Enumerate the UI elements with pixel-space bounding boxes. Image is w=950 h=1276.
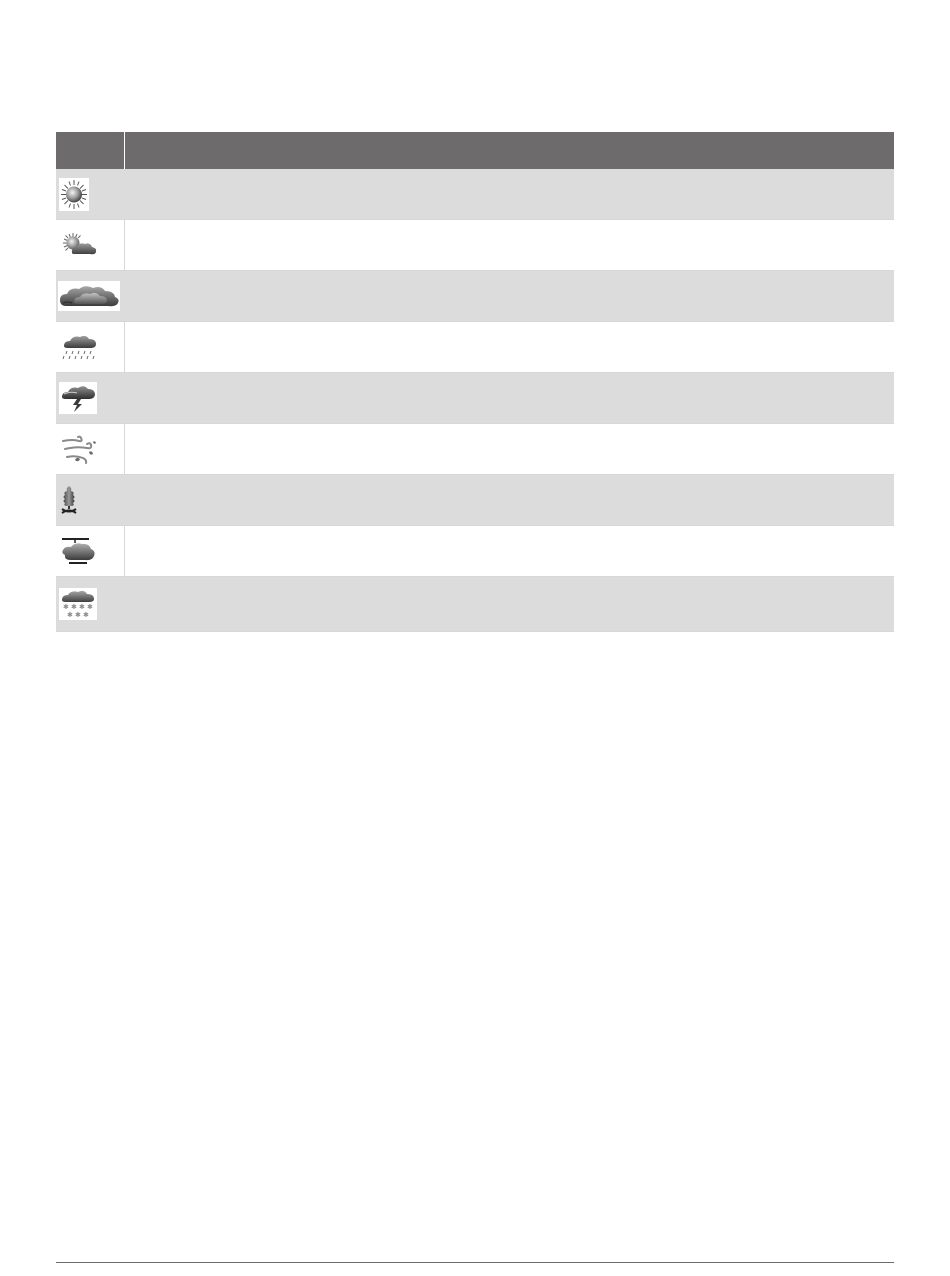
icon-column-header (56, 132, 124, 169)
table-cell-icon (56, 475, 124, 526)
table-cell-description (124, 424, 894, 475)
description-column-header (124, 132, 894, 169)
svg-text:✱: ✱ (87, 603, 93, 611)
snow-icon (59, 588, 97, 620)
table-cell-icon (56, 220, 124, 271)
table-cell-icon (56, 322, 124, 373)
rain-icon (59, 332, 99, 362)
svg-text:✱: ✱ (83, 611, 89, 619)
footer-rule (56, 1262, 894, 1263)
table-cell-icon (56, 169, 124, 220)
table-cell-description (124, 577, 894, 632)
table-cell-description (124, 475, 894, 526)
table-cell-description (124, 322, 894, 373)
table-cell-description (124, 526, 894, 577)
page-title (56, 70, 894, 110)
table-row (56, 271, 894, 322)
table-row (56, 577, 894, 632)
table-row (56, 373, 894, 424)
cloudy-icon (58, 281, 120, 311)
table-row (56, 322, 894, 373)
weather-symbol-table (56, 132, 894, 632)
sunny-icon (59, 178, 89, 211)
table-cell-description (124, 220, 894, 271)
table-cell-icon (56, 424, 124, 475)
thunderstorm-icon (59, 382, 97, 414)
fog-icon (59, 484, 79, 516)
table-cell-icon (56, 373, 124, 424)
haze-icon (59, 535, 97, 567)
table-row (56, 169, 894, 220)
table-row (56, 220, 894, 271)
table-cell-icon (56, 271, 124, 322)
table-row (56, 526, 894, 577)
table-cell-description (124, 271, 894, 322)
table-cell-icon (56, 526, 124, 577)
table-row (56, 475, 894, 526)
partly-cloudy-icon (59, 230, 99, 260)
svg-text:✱: ✱ (63, 603, 69, 611)
table-cell-description (124, 373, 894, 424)
table-cell-description (124, 169, 894, 220)
table-row (56, 424, 894, 475)
table-cell-icon (56, 577, 124, 632)
svg-text:✱: ✱ (71, 603, 77, 611)
svg-text:✱: ✱ (75, 611, 81, 619)
table-header-row (56, 132, 894, 169)
svg-text:✱: ✱ (67, 611, 73, 619)
wind-icon (59, 432, 99, 466)
svg-text:✱: ✱ (79, 603, 85, 611)
